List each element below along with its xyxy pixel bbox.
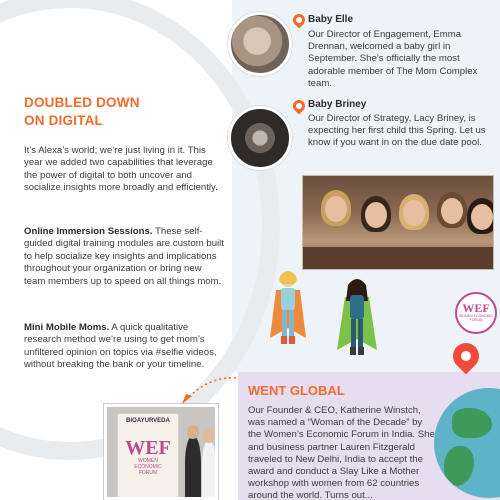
mini-mobile-moms-paragraph (24, 322, 224, 372)
baby-briney-title: Baby Briney (308, 99, 367, 110)
person-face (325, 196, 347, 222)
person-face (441, 198, 463, 224)
globe-land (452, 408, 492, 438)
online-immersion-title: Online Immersion Sessions. (24, 226, 153, 237)
person-face (403, 200, 425, 226)
banner-sub-line: FORUM (138, 470, 158, 476)
mini-mobile-moms-title: Mini Mobile Moms. (24, 322, 110, 333)
wef-banner (117, 413, 179, 500)
wef-logo-text: WEF (462, 301, 490, 315)
banner-brand: BIOAYURVEDA (126, 418, 170, 424)
online-immersion-text: These self-guided digital training modules are custom built to help socialize key insights and implications throughout your organization or bring new team members up to speed on all things mom. (24, 226, 224, 287)
went-global-title: WENT GLOBAL (248, 383, 345, 398)
person-face (471, 204, 493, 230)
team-group-photo (302, 175, 494, 270)
mini-mobile-moms-text: A quick qualitative research method we’re using to get mom’s unfiltered opinion on topics via #selfie videos, without breaking the bank or your timeline. (24, 322, 217, 371)
wef-event-photo (104, 404, 218, 500)
intro-paragraph: It’s Alexa’s world; we’re just living in it. This year we added two capabilities that leverage the power of digital to both uncover and socialize insights more broadly and efficiently. (24, 145, 218, 194)
baby-elle-title: Baby Elle (308, 14, 354, 25)
baby-briney-text: Our Director of Strategy, Lacy Briney, is expecting her first child this Spring. Let us know if you want in on the due date pool. (308, 113, 486, 149)
online-immersion-paragraph (24, 226, 224, 288)
banner-sub-line: WOMEN (138, 458, 158, 464)
person-face (187, 425, 199, 439)
superhero-mom-icon (268, 268, 308, 348)
heading-line-2: ON DIGITAL (24, 113, 103, 128)
banner-sub-line: ECONOMIC (134, 464, 162, 470)
restaurant-table (303, 247, 493, 269)
wef-logo-badge (455, 292, 497, 334)
went-global-text: Our Founder & CEO, Katherine Winstch, was named a “Woman of the Decade” by the Women’s Economic Forum in India. She and business partner Lauren Fitzgerald traveled to New Delhi, India to accept the award and conduct a Slay Like a Mother workshop with women from 62 countries around the world. Turns out... (248, 405, 435, 500)
baby-elle-text: Our Director of Engagement, Emma Drennan, welcomed a baby girl in September. She’s officially the most adorable member of The Mom Complex team. (308, 29, 478, 89)
heading-line-1: DOUBLED DOWN (24, 95, 140, 110)
globe-land (444, 446, 474, 486)
section-heading (24, 94, 204, 130)
person-figure (185, 437, 201, 500)
person-figure (201, 441, 217, 500)
banner-wef-logo: WEF (125, 437, 171, 459)
person-face (203, 429, 215, 443)
baby-elle-photo (228, 12, 292, 76)
baby-briney-ultrasound-photo (228, 106, 292, 170)
superhero-mom-icon (335, 275, 379, 360)
person-face (365, 202, 387, 228)
wef-logo-subtitle: WOMEN ECONOMIC FORUM (458, 314, 494, 322)
